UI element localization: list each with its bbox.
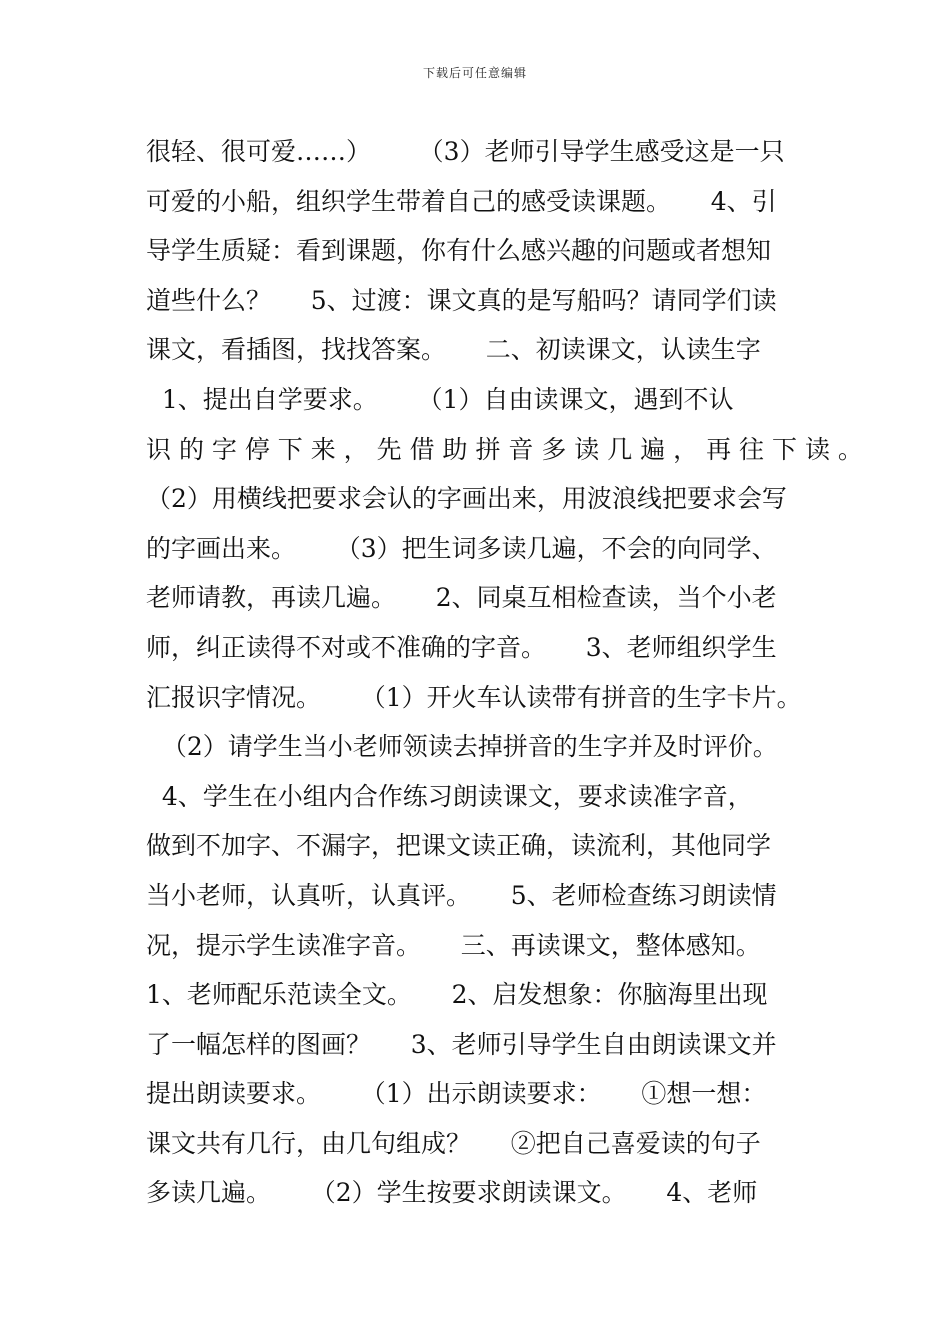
text-line: 况，提示学生读准字音。 三、再读课文，整体感知。 bbox=[146, 930, 761, 960]
text-line: 多读几遍。 （2）学生按要求朗读课文。 4、老师 bbox=[146, 1178, 758, 1208]
text-line: 提出朗读要求。 （1）出示朗读要求： ①想一想： bbox=[146, 1079, 767, 1109]
document-body bbox=[146, 127, 863, 1218]
text-line: 4、学生在小组内合作练习朗读课文，要求读准字音， bbox=[146, 781, 753, 811]
text-line: 课文，看插图，找找答案。 二、初读课文，认读生字 bbox=[146, 335, 761, 365]
text-line: 1、老师配乐范读全文。 2、启发想象：你脑海里出现 bbox=[146, 980, 768, 1010]
text-line: 了一幅怎样的图画？ 3、老师引导学生自由朗读课文并 bbox=[146, 1029, 777, 1059]
text-line: （2）用横线把要求会认的字画出来，用波浪线把要求会写 bbox=[146, 484, 787, 514]
text-line: 导学生质疑：看到课题，你有什么感兴趣的问题或者想知 bbox=[146, 236, 772, 266]
text-line: 汇报识字情况。 （1）开火车认读带有拼音的生字卡片。 bbox=[146, 682, 802, 712]
text-line: 可爱的小船，组织学生带着自己的感受读课题。 4、引 bbox=[146, 186, 777, 216]
text-line: 识 的 字 停 下 来 ， 先 借 助 拼 音 多 读 几 遍 ， 再 往 下 读 。 bbox=[146, 434, 863, 464]
text-line: 很轻、很可爱……） （3）老师引导学生感受这是一只 bbox=[146, 137, 785, 166]
text-line: 课文共有几行，由几句组成？ ②把自己喜爱读的句子 bbox=[146, 1128, 761, 1158]
text-line: 师，纠正读得不对或不准确的字音。 3、老师组织学生 bbox=[146, 632, 777, 662]
text-line: 的字画出来。 （3）把生词多读几遍，不会的向同学、 bbox=[146, 533, 777, 563]
text-line: （2）请学生当小老师领读去掉拼音的生字并及时评价。 bbox=[146, 732, 778, 762]
text-line: 老师请教，再读几遍。 2、同桌互相检查读，当个小老 bbox=[146, 583, 777, 613]
text-line: 1、提出自学要求。 （1）自由读课文，遇到不认 bbox=[146, 384, 734, 414]
text-line: 道些什么？ 5、过渡：课文真的是写船吗？请同学们读 bbox=[146, 285, 777, 315]
page-header: 下载后可任意编辑 bbox=[422, 66, 527, 80]
text-line: 当小老师，认真听，认真评。 5、老师检查练习朗读情 bbox=[146, 880, 777, 910]
text-line: 做到不加字、不漏字，把课文读正确，读流利，其他同学 bbox=[146, 831, 772, 861]
